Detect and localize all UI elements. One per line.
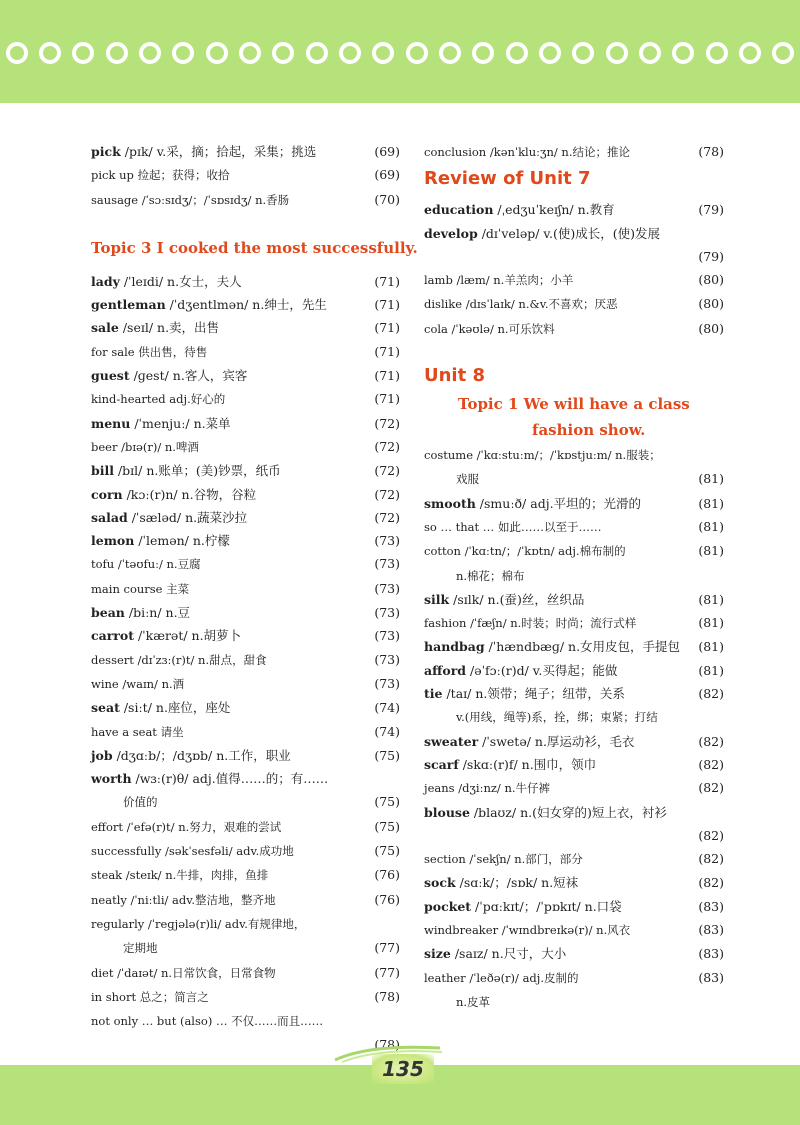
entry-definition: /dʒɑːb/；/dʒɒb/ n.工作，职业 [112,747,291,763]
page-reference: (82) [698,686,724,702]
ring-hole [706,42,728,64]
vocab-entry [424,801,724,824]
page-reference: (82) [698,733,724,749]
headword: bean [91,605,125,621]
ring-hole [639,42,661,64]
vocab-entry [424,317,724,341]
entry-definition: wine /waɪn/ n.酒 [91,676,185,691]
vocab-entry [424,918,724,942]
topic-1-line-2: fashion show. [532,421,646,440]
vocab-entry [424,682,724,705]
entry-definition: /ˌedʒuˈkeɪʃn/ n.教育 [493,202,615,218]
vocab-entry [91,506,400,529]
page-reference: (73) [374,675,400,691]
page-reference: (71) [374,320,400,336]
headword: develop [424,225,478,241]
vocab-entry [91,672,400,696]
page-reference: (80) [698,320,724,336]
vocab-entry [424,635,724,658]
page-reference: (81) [698,495,724,511]
vocab-entry [91,790,400,814]
entry-definition: /ˈpɑːkɪt/；/ˈpɒkɪt/ n.口袋 [471,898,622,914]
headword: menu [91,415,131,431]
entry-definition: windbreaker /ˈwɪndbreɪkə(r)/ n.风衣 [424,923,631,938]
entry-definition: 定期地 [123,941,158,956]
headword: size [424,946,451,962]
entry-definition: diet /ˈdaɪət/ n.日常饮食，日常食物 [91,965,276,980]
page-reference: (72) [374,438,400,454]
vocab-entry [424,140,724,164]
vocab-entry [424,245,724,268]
vocab-entry [91,720,400,744]
vocab-entry [91,577,400,601]
entry-definition: 戏服 [456,472,479,487]
page-reference: (71) [374,391,400,407]
right-column [424,140,724,1014]
vocab-entry [424,966,724,990]
headword: lemon [91,533,135,549]
page-reference: (69) [374,167,400,183]
vocab-entry [424,268,724,292]
page-reference: (70) [374,191,400,207]
entry-definition: section /ˈsekʃn/ n.部门，部分 [424,852,583,867]
vocab-entry [91,601,400,624]
ring-hole [272,42,294,64]
vocab-entry [91,483,400,506]
vocab-entry [91,839,400,863]
page-reference: (81) [698,471,724,487]
entry-definition: jeans /dʒiːnz/ n.牛仔裤 [424,781,551,796]
entry-definition: beer /bɪə(r)/ n.啤酒 [91,439,199,454]
left-column [91,140,418,1057]
entry-definition: /blaʊz/ n.(妇女穿的)短上衣，衬衫 [469,804,667,820]
entry-definition: /seɪl/ n.卖，出售 [118,320,220,336]
page-reference: (80) [698,296,724,312]
ring-hole [172,42,194,64]
topic-3-heading: Topic 3 I cooked the most successfully. [91,238,418,257]
vocab-entry [91,1009,400,1033]
page-reference: (81) [698,543,724,559]
vocab-entry [91,435,400,459]
ring-hole [339,42,361,64]
vocab-entry [91,412,400,435]
page-reference: (82) [698,780,724,796]
vocab-entry [424,515,724,539]
vocab-entry [424,611,724,635]
headword: silk [424,591,450,607]
entry-definition: neatly /ˈniːtli/ adv.整洁地，整齐地 [91,892,276,907]
ring-binder-holes [0,0,800,103]
entry-definition: 价值的 [123,795,158,810]
entry-definition: /smuːð/ adj.平坦的；光滑的 [475,495,642,511]
page-reference: (81) [698,591,724,607]
entry-definition: /wɜː(r)θ/ adj.值得……的；有…… [131,771,329,787]
vocab-entry [91,744,400,767]
headword: guest [91,368,130,384]
entry-definition: /kɔː(r)n/ n.谷物，谷粒 [122,486,257,502]
entry-definition: /ɡest/ n.客人，宾客 [129,368,248,384]
vocab-entry [424,564,724,588]
vocab-entry [91,188,400,212]
headword: education [424,202,494,218]
vocab-entry [91,767,400,790]
vocab-entry [91,888,400,912]
page-reference: (72) [374,509,400,525]
headword: pocket [424,898,472,914]
vocab-entry [91,696,400,719]
page-reference: (82) [698,827,724,843]
vocab-entry [91,961,400,985]
entry-definition: dislike /dɪsˈlaɪk/ n.&v.不喜欢；厌恶 [424,297,618,312]
page-reference: (78) [698,144,724,159]
entry-definition: /biːn/ n.豆 [124,605,191,621]
entry-definition: /ˈkærət/ n.胡萝卜 [134,628,242,644]
ring-hole [472,42,494,64]
entry-definition: /skɑː(r)f/ n.围巾，领巾 [458,756,597,772]
page-reference: (74) [374,700,400,716]
page-reference: (73) [374,556,400,572]
headword: scarf [424,756,459,772]
entry-definition: tofu /ˈtəʊfuː/ n.豆腐 [91,557,201,572]
page-reference: (80) [698,272,724,288]
vocab-entry [424,871,724,894]
ring-hole [306,42,328,64]
vocab-entry [424,753,724,776]
vocab-list [424,443,724,1014]
vocab-entry [424,730,724,753]
page-reference: (79) [698,248,724,264]
entry-definition: effort /ˈefə(r)t/ n.努力，艰难的尝试 [91,819,282,834]
entry-definition: cotton /ˈkɑːtn/；/ˈkɒtn/ adj.棉布制的 [424,544,626,559]
vocab-entry [424,492,724,515]
headword: lady [91,273,120,289]
vocab-entry [91,863,400,887]
page-reference: (75) [374,794,400,810]
page-reference: (73) [374,533,400,549]
ring-hole [772,42,794,64]
page-reference: (72) [374,463,400,479]
entry-definition: /siːt/ n.座位，座处 [119,700,231,716]
page-reference: (83) [698,922,724,938]
ring-hole [606,42,628,64]
page-reference: (81) [698,639,724,655]
headword: sock [424,875,456,891]
headword: job [91,747,113,763]
entry-definition: fashion /ˈfæʃn/ n.时装；时尚；流行式样 [424,616,637,631]
ring-hole [206,42,228,64]
vocab-entry [91,140,400,163]
review-heading: Review of Unit 7 [424,168,591,190]
entry-definition: /saɪz/ n.尺寸，大小 [450,946,567,962]
page-reference: (78) [374,1037,400,1053]
entry-definition: cola /ˈkəʊlə/ n.可乐饮料 [424,321,555,336]
entry-definition: dessert /dɪˈzɜː(r)t/ n.甜点，甜食 [91,652,267,667]
page-reference: (76) [374,867,400,883]
headword: worth [91,771,132,787]
entry-definition: /dɪˈveləp/ v.(使)成长，(使)发展 [477,225,660,241]
entry-definition: in short 总之；简言之 [91,989,209,1004]
ring-hole [539,42,561,64]
entry-definition: successfully /səkˈsesfəli/ adv.成功地 [91,844,294,859]
ring-hole [372,42,394,64]
vocab-entry [91,552,400,576]
page-reference: (78) [374,988,400,1004]
vocab-entry [91,270,400,293]
entry-definition: n.皮革 [456,994,491,1009]
entry-definition: not only … but (also) … 不仅……而且…… [91,1014,324,1029]
vocab-entry [91,340,400,364]
vocab-entry [424,942,724,965]
ring-hole [106,42,128,64]
page-reference: (83) [698,898,724,914]
headword: afford [424,662,467,678]
page-reference: (72) [374,415,400,431]
page-reference: (73) [374,628,400,644]
vocab-entry [91,985,400,1009]
entry-definition: /ˈlemən/ n.柠檬 [134,533,230,549]
page-reference: (71) [374,297,400,313]
headword: smooth [424,495,476,511]
vocab-entry [424,705,724,729]
entry-definition: regularly /ˈreɡjələ(r)li/ adv.有规律地， [91,916,306,931]
page-reference: (82) [698,875,724,891]
entry-definition: /pɪk/ v.采，摘；拾起，采集；挑选 [120,144,317,159]
entry-definition: /sɪlk/ n.(蚕)丝，丝织品 [449,591,585,607]
vocab-entry [91,936,400,960]
headword: blouse [424,804,470,820]
ring-hole [672,42,694,64]
entry-definition: /əˈfɔː(r)d/ v.买得起；能做 [466,662,618,678]
entry-definition: steak /steɪk/ n.牛排，肉排，鱼排 [91,868,269,883]
entry-definition: /ˈhændbæɡ/ n.女用皮包，手提包 [484,639,681,655]
ring-hole [439,42,461,64]
ring-hole [139,42,161,64]
ring-hole [72,42,94,64]
ring-hole [239,42,261,64]
page-reference: (73) [374,580,400,596]
entry-definition: /bɪl/ n.账单；(美)钞票，纸币 [114,463,281,479]
page-reference: (83) [698,969,724,985]
vocab-list [91,270,400,1057]
page-reference: (81) [698,518,724,534]
headword: tie [424,686,443,702]
vocab-entry [424,588,724,611]
vocab-entry [424,292,724,316]
headword: sale [91,320,119,336]
topic-1-heading [424,391,724,443]
entry-definition: costume /ˈkɑːstuːm/；/ˈkɒstjuːm/ n.服装； [424,448,661,463]
ring-hole [572,42,594,64]
entry-definition: main course 主菜 [91,581,190,596]
vocab-list [91,140,400,212]
page-reference: (77) [374,940,400,956]
entry-definition: for sale 供出售，待售 [91,344,208,359]
headword: salad [91,509,128,525]
headword: corn [91,486,123,502]
vocab-entry [91,163,400,187]
entry-definition: /ˈmenjuː/ n.菜单 [130,415,231,431]
entry-definition: /ˈleɪdi/ n.女士，夫人 [119,273,242,289]
unit-heading: Unit 8 [424,365,485,387]
page-reference: (71) [374,368,400,384]
headword: carrot [91,628,134,644]
entry-definition: /ˈdʒentlmən/ n.绅士，先生 [165,297,327,313]
page-reference: (79) [698,202,724,218]
entry-definition: v.(用线，绳等)系，拴，绑；束紧；打结 [456,710,658,725]
vocab-entry [91,364,400,387]
vocab-entry [424,222,724,245]
entry-definition: sausage /ˈsɔːsɪdʒ/；/ˈsɒsɪdʒ/ n.香肠 [91,192,290,207]
entry-definition: n.棉花；棉布 [456,568,525,583]
vocab-entry [91,316,400,339]
page-reference: (75) [374,747,400,763]
page-reference: (82) [698,756,724,772]
page-reference: (72) [374,486,400,502]
page-reference: (75) [374,818,400,834]
entry-definition: leather /ˈleðə(r)/ adj.皮制的 [424,970,579,985]
ring-hole [6,42,28,64]
page-reference: (71) [374,343,400,359]
page-reference: (77) [374,964,400,980]
entry-definition: kind-hearted adj.好心的 [91,392,226,407]
vocab-entry [424,847,724,871]
ring-hole [39,42,61,64]
vocab-entry [424,659,724,682]
vocab-list [424,140,724,164]
vocab-entry [91,293,400,316]
vocab-entry [424,824,724,847]
vocab-entry [91,529,400,552]
entry-definition: so … that … 如此……以至于…… [424,519,602,534]
page-reference: (81) [698,662,724,678]
vocab-entry [91,648,400,672]
vocab-entry [424,895,724,918]
ring-hole [739,42,761,64]
page-reference: (83) [698,946,724,962]
vocab-entry [91,387,400,411]
topic-1-line-1: Topic 1 We will have a class [458,395,690,414]
ring-hole [406,42,428,64]
entry-definition: /ˈswetə/ n.厚运动衫，毛衣 [478,733,635,749]
entry-definition: have a seat 请坐 [91,724,184,739]
entry-definition: /taɪ/ n.领带；绳子；纽带，关系 [442,686,625,702]
page-number: 135 [372,1054,434,1084]
entry-definition: /sɑːk/；/sɒk/ n.短袜 [455,875,579,891]
page-reference: (75) [374,843,400,859]
vocab-entry [91,624,400,647]
headword: sweater [424,733,479,749]
page-reference: (81) [698,615,724,631]
vocab-list [424,198,724,341]
page-reference: (69) [374,144,400,159]
page-reference: (71) [374,273,400,289]
ring-hole [506,42,528,64]
headword: gentleman [91,297,166,313]
entry-definition: lamb /læm/ n.羊羔肉；小羊 [424,273,574,288]
vocab-entry [91,459,400,482]
entry-definition: /ˈsæləd/ n.蔬菜沙拉 [127,509,248,525]
page-reference: (74) [374,723,400,739]
page-reference: (73) [374,651,400,667]
vocab-entry [91,912,400,936]
vocab-entry [424,776,724,800]
entry-definition: pick up 捡起；获得；收拾 [91,168,230,183]
page-reference: (76) [374,891,400,907]
vocab-entry [424,990,724,1014]
headword: pick [91,144,121,159]
page-reference: (73) [374,605,400,621]
headword: seat [91,700,120,716]
vocab-entry [424,443,724,467]
vocab-entry [91,815,400,839]
vocab-entry [424,467,724,491]
vocab-entry [424,198,724,221]
headword: bill [91,463,114,479]
vocab-entry [424,539,724,563]
headword: handbag [424,639,485,655]
page-reference: (82) [698,851,724,867]
entry-definition: conclusion /kənˈkluːʒn/ n.结论；推论 [424,145,630,159]
